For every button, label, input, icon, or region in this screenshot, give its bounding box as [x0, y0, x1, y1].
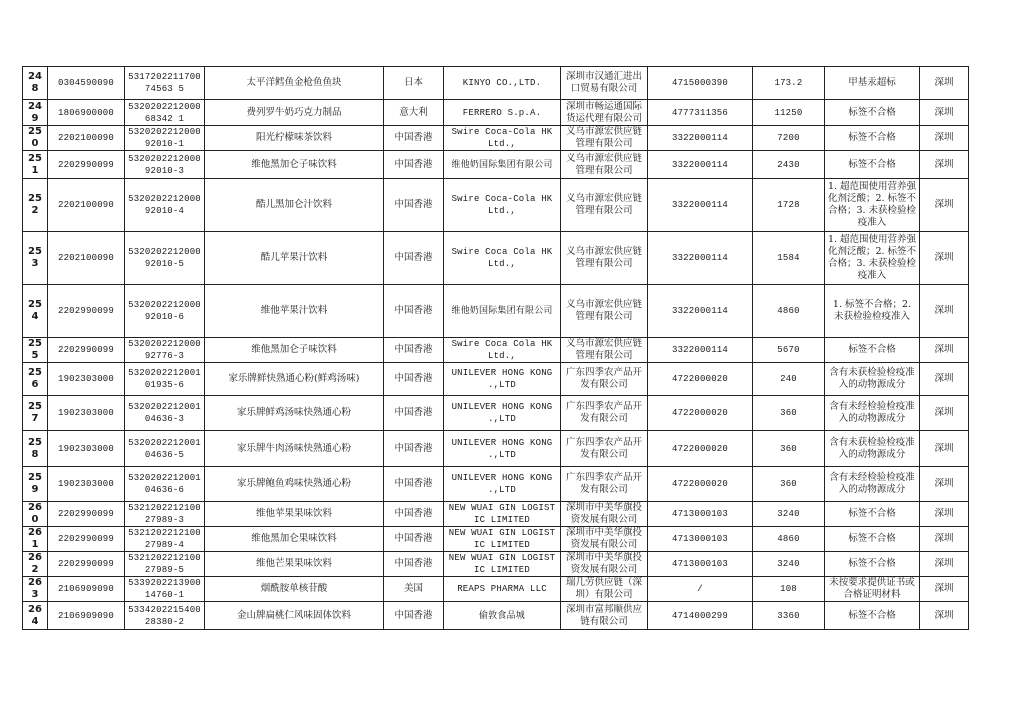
producer-name-cell: REAPS PHARMA LLC	[444, 577, 561, 602]
importer-code-cell: 4722000020	[648, 363, 753, 396]
hs-code-cell: 1902303000	[48, 431, 125, 467]
product-name-cell: 金山牌扁桃仁风味固体饮料	[205, 602, 384, 630]
entry-port-cell: 深圳	[920, 502, 969, 527]
weight-value-cell: 5670	[753, 338, 825, 363]
row-number-cell: 248	[23, 67, 48, 100]
rejection-reason-cell: 含有未经检验检疫准入的动物源成分	[825, 467, 920, 502]
row-number-cell: 261	[23, 527, 48, 552]
origin-country-cell: 中国香港	[384, 285, 444, 338]
product-name-cell: 维他苹果汁饮料	[205, 285, 384, 338]
row-number-cell: 257	[23, 396, 48, 431]
producer-name-cell: 维他奶国际集团有限公司	[444, 285, 561, 338]
row-number-cell: 253	[23, 232, 48, 285]
origin-country-cell: 美国	[384, 577, 444, 602]
origin-country-cell: 中国香港	[384, 431, 444, 467]
hs-code-cell: 2202990099	[48, 552, 125, 577]
declaration-number-cell: 532020221200068342 1	[125, 100, 205, 126]
row-number-cell: 255	[23, 338, 48, 363]
row-number-cell: 262	[23, 552, 48, 577]
rejection-reason-cell: 标签不合格	[825, 126, 920, 151]
declaration-number-cell: 533920221390014760-1	[125, 577, 205, 602]
table-row	[23, 363, 969, 396]
importer-name-cell: 广东四季农产品开发有限公司	[561, 396, 648, 431]
hs-code-cell: 2202990099	[48, 338, 125, 363]
importer-code-cell: 3322000114	[648, 285, 753, 338]
hs-code-cell: 1806900000	[48, 100, 125, 126]
entry-port-cell: 深圳	[920, 179, 969, 232]
weight-value-cell: 360	[753, 431, 825, 467]
row-number-cell: 263	[23, 577, 48, 602]
producer-name-cell: NEW WUAI GIN LOGISTIC LIMITED	[444, 552, 561, 577]
product-name-cell: 维他黑加仑果味饮料	[205, 527, 384, 552]
rejection-reason-cell: 甲基汞超标	[825, 67, 920, 100]
table-row	[23, 67, 969, 100]
importer-code-cell: /	[648, 577, 753, 602]
producer-name-cell: UNILEVER HONG KONG .,LTD	[444, 396, 561, 431]
product-name-cell: 家乐牌鲜快熟通心粉(鲜鸡汤味)	[205, 363, 384, 396]
importer-code-cell: 4714000299	[648, 602, 753, 630]
importer-name-cell: 义乌市源宏供应链管理有限公司	[561, 179, 648, 232]
entry-port-cell: 深圳	[920, 100, 969, 126]
entry-port-cell: 深圳	[920, 285, 969, 338]
origin-country-cell: 意大利	[384, 100, 444, 126]
importer-name-cell: 深圳市汉通汇进出口贸易有限公司	[561, 67, 648, 100]
declaration-number-cell: 532120221210027989-5	[125, 552, 205, 577]
weight-value-cell: 7200	[753, 126, 825, 151]
origin-country-cell: 日本	[384, 67, 444, 100]
producer-name-cell: 维他奶国际集团有限公司	[444, 151, 561, 179]
origin-country-cell: 中国香港	[384, 552, 444, 577]
importer-code-cell: 3322000114	[648, 151, 753, 179]
rejection-reason-cell: 1. 超范围使用营养强化剂泛酸；2. 标签不合格；3. 未获检验检疫准入	[825, 232, 920, 285]
rejection-reason-cell: 含有未获检验检疫准入的动物源成分	[825, 363, 920, 396]
declaration-number-cell: 532120221210027989-4	[125, 527, 205, 552]
declaration-number-cell: 532020221200092776-3	[125, 338, 205, 363]
producer-name-cell: 偷敦食品城	[444, 602, 561, 630]
product-name-cell: 维他芒果果味饮料	[205, 552, 384, 577]
declaration-number-cell: 532120221210027989-3	[125, 502, 205, 527]
origin-country-cell: 中国香港	[384, 502, 444, 527]
declaration-number-cell: 532020221200092010-4	[125, 179, 205, 232]
importer-name-cell: 广东四季农产品开发有限公司	[561, 431, 648, 467]
product-name-cell: 维他黑加仑子味饮料	[205, 338, 384, 363]
entry-port-cell: 深圳	[920, 396, 969, 431]
declaration-number-cell: 531720221170074563 5	[125, 67, 205, 100]
importer-code-cell: 4722000020	[648, 431, 753, 467]
product-name-cell: 酷儿黑加仑汁饮料	[205, 179, 384, 232]
rejection-reason-cell: 1. 标签不合格；2. 未获检验检疫准入	[825, 285, 920, 338]
row-number-cell: 264	[23, 602, 48, 630]
producer-name-cell: FERRERO S.p.A.	[444, 100, 561, 126]
origin-country-cell: 中国香港	[384, 338, 444, 363]
importer-code-cell: 3322000114	[648, 338, 753, 363]
entry-port-cell: 深圳	[920, 552, 969, 577]
origin-country-cell: 中国香港	[384, 179, 444, 232]
hs-code-cell: 1902303000	[48, 363, 125, 396]
producer-name-cell: Swire Coca Cola HK Ltd.,	[444, 232, 561, 285]
importer-name-cell: 深圳市中美华旗投资发展有限公司	[561, 527, 648, 552]
weight-value-cell: 11250	[753, 100, 825, 126]
weight-value-cell: 240	[753, 363, 825, 396]
declaration-number-cell: 532020221200092010-5	[125, 232, 205, 285]
row-number-cell: 250	[23, 126, 48, 151]
importer-name-cell: 深圳市畅运通国际货运代理有限公司	[561, 100, 648, 126]
importer-code-cell: 4722000020	[648, 396, 753, 431]
rejection-reason-cell: 标签不合格	[825, 527, 920, 552]
producer-name-cell: NEW WUAI GIN LOGISTIC LIMITED	[444, 502, 561, 527]
weight-value-cell: 3240	[753, 502, 825, 527]
table-row	[23, 467, 969, 502]
hs-code-cell: 2106909090	[48, 577, 125, 602]
entry-port-cell: 深圳	[920, 577, 969, 602]
importer-name-cell: 义乌市源宏供应链管理有限公司	[561, 232, 648, 285]
weight-value-cell: 3240	[753, 552, 825, 577]
hs-code-cell: 1902303000	[48, 467, 125, 502]
entry-port-cell: 深圳	[920, 527, 969, 552]
hs-code-cell: 2202100090	[48, 179, 125, 232]
product-name-cell: 酷儿苹果汁饮料	[205, 232, 384, 285]
table-row	[23, 431, 969, 467]
importer-name-cell: 广东四季农产品开发有限公司	[561, 467, 648, 502]
importer-code-cell: 4713000103	[648, 552, 753, 577]
origin-country-cell: 中国香港	[384, 467, 444, 502]
importer-code-cell: 4713000103	[648, 502, 753, 527]
importer-name-cell: 深圳市富邦顺供应链有限公司	[561, 602, 648, 630]
origin-country-cell: 中国香港	[384, 602, 444, 630]
table-row	[23, 232, 969, 285]
row-number-cell: 256	[23, 363, 48, 396]
declaration-number-cell: 532020221200104636-6	[125, 467, 205, 502]
table-row	[23, 602, 969, 630]
importer-code-cell: 4715000390	[648, 67, 753, 100]
producer-name-cell: Swire Coca Cola HK Ltd.,	[444, 338, 561, 363]
rejection-reason-cell: 标签不合格	[825, 151, 920, 179]
importer-code-cell: 3322000114	[648, 179, 753, 232]
table-row	[23, 285, 969, 338]
importer-name-cell: 义乌市源宏供应链管理有限公司	[561, 338, 648, 363]
origin-country-cell: 中国香港	[384, 363, 444, 396]
rejection-reason-cell: 标签不合格	[825, 338, 920, 363]
importer-name-cell: 义乌市源宏供应链管理有限公司	[561, 126, 648, 151]
hs-code-cell: 2202100090	[48, 126, 125, 151]
entry-port-cell: 深圳	[920, 431, 969, 467]
weight-value-cell: 3360	[753, 602, 825, 630]
hs-code-cell: 2202990099	[48, 527, 125, 552]
row-number-cell: 249	[23, 100, 48, 126]
table-row	[23, 552, 969, 577]
importer-name-cell: 广东四季农产品开发有限公司	[561, 363, 648, 396]
entry-port-cell: 深圳	[920, 126, 969, 151]
entry-port-cell: 深圳	[920, 602, 969, 630]
origin-country-cell: 中国香港	[384, 527, 444, 552]
table-row	[23, 396, 969, 431]
importer-code-cell: 4713000103	[648, 527, 753, 552]
product-name-cell: 维他黑加仑子味饮料	[205, 151, 384, 179]
importer-name-cell: 深圳市中美华旗投资发展有限公司	[561, 552, 648, 577]
row-number-cell: 259	[23, 467, 48, 502]
origin-country-cell: 中国香港	[384, 232, 444, 285]
hs-code-cell: 2202990099	[48, 502, 125, 527]
weight-value-cell: 1728	[753, 179, 825, 232]
row-number-cell: 258	[23, 431, 48, 467]
importer-name-cell: 深圳市中美华旗投资发展有限公司	[561, 502, 648, 527]
entry-port-cell: 深圳	[920, 151, 969, 179]
importer-name-cell: 义乌市源宏供应链管理有限公司	[561, 285, 648, 338]
declaration-number-cell: 532020221200104636-3	[125, 396, 205, 431]
origin-country-cell: 中国香港	[384, 126, 444, 151]
product-name-cell: 家乐牌牛肉汤味快熟通心粉	[205, 431, 384, 467]
table-body	[23, 67, 969, 630]
entry-port-cell: 深圳	[920, 467, 969, 502]
hs-code-cell: 0304590090	[48, 67, 125, 100]
declaration-number-cell: 532020221200104636-5	[125, 431, 205, 467]
producer-name-cell: Swire Coca-Cola HK Ltd.,	[444, 126, 561, 151]
rejection-reason-cell: 含有未经检验检疫准入的动物源成分	[825, 396, 920, 431]
rejection-reason-cell: 标签不合格	[825, 100, 920, 126]
table-row	[23, 100, 969, 126]
rejection-reason-cell: 含有未获检验检疫准入的动物源成分	[825, 431, 920, 467]
hs-code-cell: 2202990099	[48, 151, 125, 179]
producer-name-cell: Swire Coca-Cola HK Ltd.,	[444, 179, 561, 232]
producer-name-cell: UNILEVER HONG KONG .,LTD	[444, 467, 561, 502]
weight-value-cell: 4860	[753, 285, 825, 338]
product-name-cell: 家乐牌鲜鸡汤味快熟通心粉	[205, 396, 384, 431]
weight-value-cell: 360	[753, 396, 825, 431]
product-name-cell: 烟酰胺单核苷酸	[205, 577, 384, 602]
weight-value-cell: 360	[753, 467, 825, 502]
weight-value-cell: 173.2	[753, 67, 825, 100]
declaration-number-cell: 532020221200101935-6	[125, 363, 205, 396]
weight-value-cell: 1584	[753, 232, 825, 285]
entry-port-cell: 深圳	[920, 67, 969, 100]
table-row	[23, 577, 969, 602]
producer-name-cell: UNILEVER HONG KONG .,LTD	[444, 431, 561, 467]
rejection-table-sheet	[22, 66, 969, 630]
hs-code-cell: 2106909090	[48, 602, 125, 630]
declaration-number-cell: 533420221540028380-2	[125, 602, 205, 630]
weight-value-cell: 108	[753, 577, 825, 602]
declaration-number-cell: 532020221200092010-1	[125, 126, 205, 151]
rejection-reason-cell: 标签不合格	[825, 602, 920, 630]
product-name-cell: 费列罗牛奶巧克力制品	[205, 100, 384, 126]
producer-name-cell: NEW WUAI GIN LOGISTIC LIMITED	[444, 527, 561, 552]
rejection-reason-cell: 未按要求提供证书或合格证明材料	[825, 577, 920, 602]
importer-code-cell: 4722000020	[648, 467, 753, 502]
row-number-cell: 254	[23, 285, 48, 338]
producer-name-cell: KINYO CO.,LTD.	[444, 67, 561, 100]
weight-value-cell: 4860	[753, 527, 825, 552]
rejected-imports-table	[22, 66, 969, 630]
table-row	[23, 151, 969, 179]
producer-name-cell: UNILEVER HONG KONG .,LTD	[444, 363, 561, 396]
row-number-cell: 260	[23, 502, 48, 527]
weight-value-cell: 2430	[753, 151, 825, 179]
hs-code-cell: 2202990099	[48, 285, 125, 338]
importer-name-cell: 瑞几劳供应链（深圳）有限公司	[561, 577, 648, 602]
importer-code-cell: 3322000114	[648, 126, 753, 151]
table-row	[23, 527, 969, 552]
importer-code-cell: 3322000114	[648, 232, 753, 285]
row-number-cell: 252	[23, 179, 48, 232]
product-name-cell: 太平洋鳕鱼金枪鱼鱼块	[205, 67, 384, 100]
origin-country-cell: 中国香港	[384, 151, 444, 179]
rejection-reason-cell: 1. 超范围使用营养强化剂泛酸；2. 标签不合格；3. 未获检验检疫准入	[825, 179, 920, 232]
rejection-reason-cell: 标签不合格	[825, 502, 920, 527]
entry-port-cell: 深圳	[920, 338, 969, 363]
table-row	[23, 179, 969, 232]
entry-port-cell: 深圳	[920, 363, 969, 396]
table-row	[23, 338, 969, 363]
hs-code-cell: 2202100090	[48, 232, 125, 285]
rejection-reason-cell: 标签不合格	[825, 552, 920, 577]
row-number-cell: 251	[23, 151, 48, 179]
declaration-number-cell: 532020221200092010-6	[125, 285, 205, 338]
table-row	[23, 126, 969, 151]
origin-country-cell: 中国香港	[384, 396, 444, 431]
table-row	[23, 502, 969, 527]
importer-name-cell: 义乌市源宏供应链管理有限公司	[561, 151, 648, 179]
product-name-cell: 阳光柠檬味茶饮料	[205, 126, 384, 151]
entry-port-cell: 深圳	[920, 232, 969, 285]
product-name-cell: 维他苹果果味饮料	[205, 502, 384, 527]
hs-code-cell: 1902303000	[48, 396, 125, 431]
importer-code-cell: 4777311356	[648, 100, 753, 126]
declaration-number-cell: 532020221200092010-3	[125, 151, 205, 179]
product-name-cell: 家乐牌鲍鱼鸡味快熟通心粉	[205, 467, 384, 502]
